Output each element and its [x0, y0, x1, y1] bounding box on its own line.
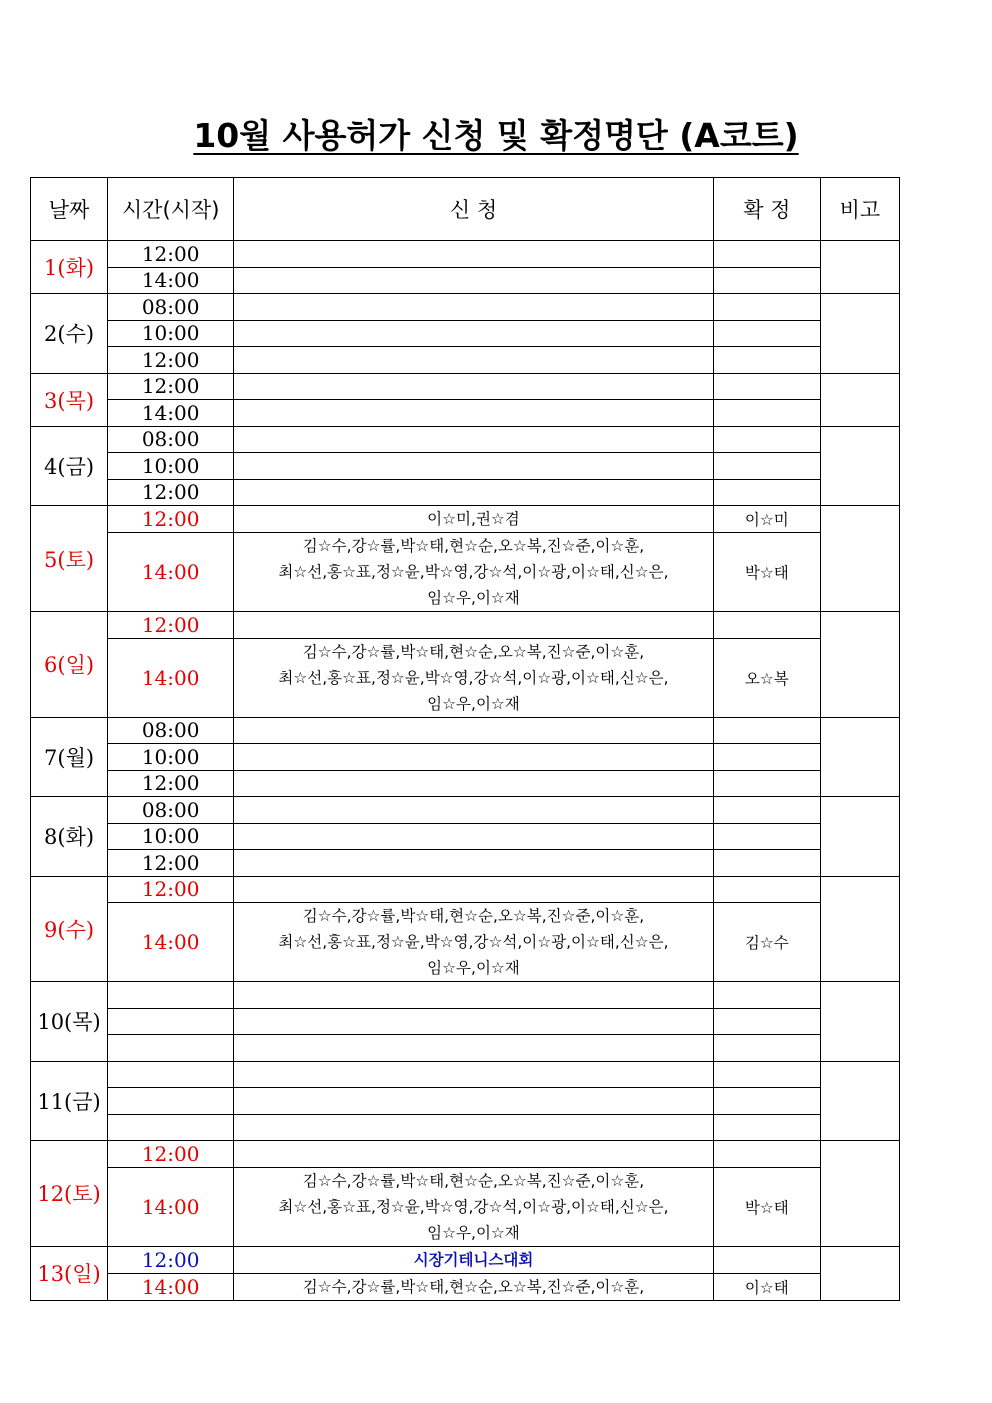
- note-cell: [820, 1061, 899, 1141]
- confirm-cell: [713, 347, 820, 374]
- confirm-cell: 박☆태: [713, 533, 820, 612]
- time-cell: 14:00: [108, 903, 234, 982]
- confirm-cell: [713, 717, 820, 744]
- date-cell: 8(화): [31, 797, 108, 877]
- apply-line: 김☆수,강☆률,박☆태,현☆순,오☆복,진☆준,이☆훈,: [302, 537, 645, 555]
- note-cell: [820, 612, 899, 718]
- apply-line: 임☆우,이☆재: [427, 694, 520, 713]
- confirm-cell: [713, 400, 820, 427]
- table-row: [31, 1061, 900, 1088]
- time-cell: 10:00: [108, 320, 234, 347]
- apply-cell: [234, 400, 714, 427]
- confirm-cell: [713, 373, 820, 400]
- confirm-cell: [713, 797, 820, 824]
- confirm-cell: [713, 1088, 820, 1115]
- note-cell: [820, 373, 899, 426]
- confirm-cell: [713, 1061, 820, 1088]
- date-cell: 6(일): [31, 612, 108, 718]
- date-cell: 12(토): [31, 1141, 108, 1247]
- apply-line: 김☆수,강☆률,박☆태,현☆순,오☆복,진☆준,이☆훈,: [302, 907, 645, 925]
- time-cell: 12:00: [108, 850, 234, 877]
- apply-cell: [234, 373, 714, 400]
- time-cell: 14:00: [108, 638, 234, 717]
- note-cell: [820, 1141, 899, 1247]
- table-row: [31, 506, 900, 533]
- apply-line: 김☆수,강☆률,박☆태,현☆순,오☆복,진☆준,이☆훈,: [302, 1171, 645, 1190]
- time-cell: 08:00: [108, 797, 234, 824]
- time-cell: 10:00: [108, 823, 234, 850]
- table-row: [31, 744, 900, 771]
- apply-cell: [234, 744, 714, 771]
- table-row: [31, 612, 900, 639]
- table-row: [31, 347, 900, 374]
- date-cell: 3(목): [31, 373, 108, 426]
- date-cell: 2(수): [31, 294, 108, 374]
- table-row: [31, 1141, 900, 1168]
- time-cell: 12:00: [108, 479, 234, 506]
- note-cell: [820, 876, 899, 982]
- time-cell: 12:00: [108, 1246, 234, 1273]
- confirm-cell: [713, 241, 820, 268]
- note-cell: [820, 294, 899, 374]
- table-row: [31, 479, 900, 506]
- note-cell: [820, 241, 899, 294]
- table-row: [31, 373, 900, 400]
- time-cell: [108, 1114, 234, 1141]
- date-cell: 5(토): [31, 506, 108, 612]
- date-cell: 10(목): [31, 982, 108, 1062]
- note-cell: [820, 1246, 899, 1300]
- apply-line: 임☆우,이☆재: [427, 589, 520, 607]
- apply-cell: [234, 717, 714, 744]
- apply-cell: [234, 850, 714, 877]
- apply-line: 김☆수,강☆률,박☆태,현☆순,오☆복,진☆준,이☆훈,: [302, 642, 645, 661]
- apply-cell: [234, 479, 714, 506]
- time-cell: 12:00: [108, 770, 234, 797]
- apply-cell: [234, 982, 714, 1009]
- apply-cell: [234, 1088, 714, 1115]
- apply-line: 임☆우,이☆재: [427, 959, 520, 977]
- apply-cell: [234, 1035, 714, 1062]
- apply-cell: [234, 1114, 714, 1141]
- confirm-cell: [713, 876, 820, 903]
- table-row: [31, 267, 900, 294]
- note-cell: [820, 717, 899, 797]
- time-cell: 12:00: [108, 876, 234, 903]
- table-row: [31, 400, 900, 427]
- confirm-cell: [713, 267, 820, 294]
- apply-cell: [234, 823, 714, 850]
- table-row: [31, 453, 900, 480]
- table-row: [31, 294, 900, 321]
- note-cell: [820, 426, 899, 506]
- apply-line: 임☆우,이☆재: [427, 1223, 520, 1242]
- time-cell: [108, 1061, 234, 1088]
- time-cell: 12:00: [108, 373, 234, 400]
- confirm-cell: [713, 294, 820, 321]
- apply-cell: [234, 1141, 714, 1168]
- time-cell: 12:00: [108, 347, 234, 374]
- table-row: [31, 823, 900, 850]
- apply-cell: [234, 533, 714, 612]
- time-cell: 14:00: [108, 1273, 234, 1300]
- header-row: [31, 178, 900, 241]
- confirm-cell: [713, 1246, 820, 1273]
- confirm-cell: [713, 1008, 820, 1035]
- table-row: [31, 1273, 900, 1300]
- apply-cell: 시장기테니스대회: [234, 1246, 714, 1273]
- note-cell: [820, 797, 899, 877]
- table-row: [31, 1035, 900, 1062]
- time-cell: 14:00: [108, 267, 234, 294]
- date-cell: 4(금): [31, 426, 108, 506]
- note-cell: [820, 506, 899, 612]
- apply-cell: 김☆수,강☆률,박☆태,현☆순,오☆복,진☆준,이☆훈,: [234, 1273, 714, 1300]
- header-apply: 신 청: [234, 178, 714, 241]
- apply-cell: [234, 638, 714, 717]
- confirm-cell: [713, 479, 820, 506]
- confirm-cell: [713, 1035, 820, 1062]
- apply-cell: [234, 1167, 714, 1246]
- apply-cell: [234, 320, 714, 347]
- apply-cell: [234, 453, 714, 480]
- table-row: [31, 797, 900, 824]
- confirm-cell: 이☆태: [713, 1273, 820, 1300]
- date-cell: 1(화): [31, 241, 108, 294]
- confirm-cell: [713, 770, 820, 797]
- table-row: [31, 1114, 900, 1141]
- apply-cell: [234, 294, 714, 321]
- apply-cell: [234, 612, 714, 639]
- time-cell: [108, 1035, 234, 1062]
- apply-cell: [234, 267, 714, 294]
- table-row: [31, 533, 900, 612]
- time-cell: 12:00: [108, 506, 234, 533]
- date-cell: 7(월): [31, 717, 108, 797]
- table-row: [31, 1008, 900, 1035]
- table-row: [31, 638, 900, 717]
- confirm-cell: 이☆미: [713, 506, 820, 533]
- time-cell: 12:00: [108, 241, 234, 268]
- header-time: 시간(시작): [108, 178, 234, 241]
- date-cell: 9(수): [31, 876, 108, 982]
- time-cell: 14:00: [108, 533, 234, 612]
- time-cell: 08:00: [108, 294, 234, 321]
- confirm-cell: 박☆태: [713, 1167, 820, 1246]
- apply-line: 최☆선,홍☆표,정☆윤,박☆영,강☆석,이☆광,이☆태,신☆은,: [278, 668, 669, 687]
- time-cell: [108, 982, 234, 1009]
- apply-line: 최☆선,홍☆표,정☆윤,박☆영,강☆석,이☆광,이☆태,신☆은,: [278, 1197, 669, 1216]
- confirm-cell: [713, 612, 820, 639]
- confirm-cell: [713, 1114, 820, 1141]
- date-cell: 13(일): [31, 1246, 108, 1300]
- apply-cell: [234, 1008, 714, 1035]
- note-cell: [820, 982, 899, 1062]
- confirm-cell: [713, 982, 820, 1009]
- apply-line: 최☆선,홍☆표,정☆윤,박☆영,강☆석,이☆광,이☆태,신☆은,: [278, 933, 669, 951]
- apply-cell: [234, 426, 714, 453]
- table-row: [31, 903, 900, 982]
- apply-line: 최☆선,홍☆표,정☆윤,박☆영,강☆석,이☆광,이☆태,신☆은,: [278, 563, 669, 581]
- time-cell: 10:00: [108, 453, 234, 480]
- time-cell: 14:00: [108, 400, 234, 427]
- time-cell: 14:00: [108, 1167, 234, 1246]
- apply-cell: 이☆미,권☆겸: [234, 506, 714, 533]
- time-cell: 10:00: [108, 744, 234, 771]
- apply-cell: [234, 876, 714, 903]
- table-row: [31, 876, 900, 903]
- apply-cell: [234, 241, 714, 268]
- date-cell: 11(금): [31, 1061, 108, 1141]
- table-row: [31, 426, 900, 453]
- apply-cell: [234, 797, 714, 824]
- confirm-cell: [713, 453, 820, 480]
- header-note: 비고: [820, 178, 899, 241]
- time-cell: [108, 1088, 234, 1115]
- time-cell: [108, 1008, 234, 1035]
- table-row: [31, 770, 900, 797]
- time-cell: 12:00: [108, 612, 234, 639]
- confirm-cell: [713, 426, 820, 453]
- time-cell: 12:00: [108, 1141, 234, 1168]
- table-row: [31, 850, 900, 877]
- confirm-cell: [713, 320, 820, 347]
- table-row: [31, 1167, 900, 1246]
- table-row: [31, 1088, 900, 1115]
- confirm-cell: [713, 823, 820, 850]
- header-date: 날짜: [31, 178, 108, 241]
- table-row: [31, 320, 900, 347]
- header-confirm: 확 정: [713, 178, 820, 241]
- table-row: [31, 1246, 900, 1273]
- table-row: [31, 717, 900, 744]
- confirm-cell: [713, 850, 820, 877]
- apply-cell: [234, 903, 714, 982]
- confirm-cell: 오☆복: [713, 638, 820, 717]
- time-cell: 08:00: [108, 717, 234, 744]
- confirm-cell: 김☆수: [713, 903, 820, 982]
- table-row: [31, 982, 900, 1009]
- confirm-cell: [713, 1141, 820, 1168]
- table-row: [31, 241, 900, 268]
- time-cell: 08:00: [108, 426, 234, 453]
- apply-cell: [234, 347, 714, 374]
- schedule-table: [30, 177, 900, 1301]
- apply-cell: [234, 1061, 714, 1088]
- page-title: 10월 사용허가 신청 및 확정명단 (A코트): [193, 116, 799, 155]
- apply-cell: [234, 770, 714, 797]
- confirm-cell: [713, 744, 820, 771]
